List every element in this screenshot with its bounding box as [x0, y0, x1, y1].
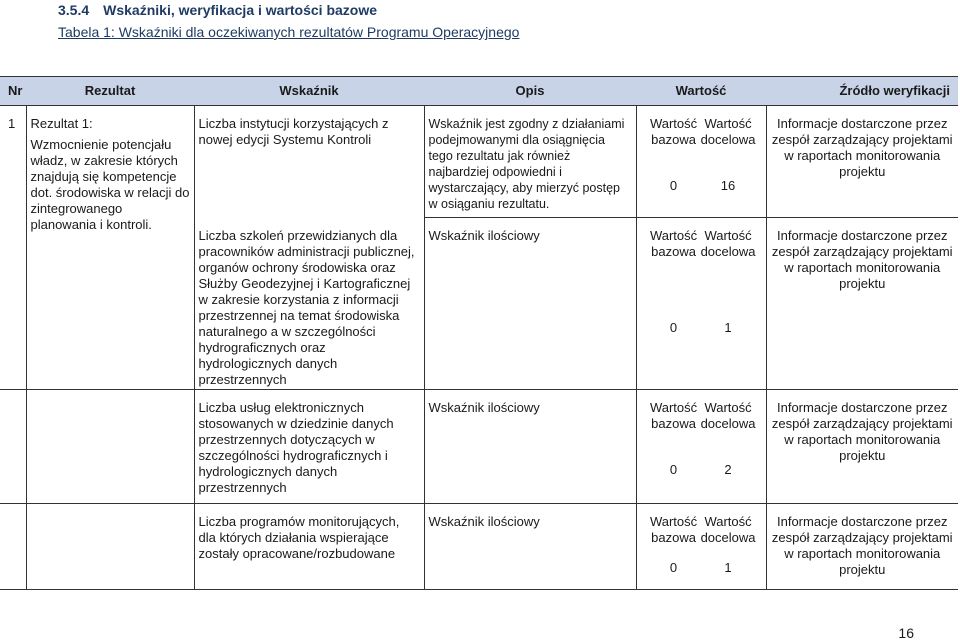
- section-heading: [58, 2, 377, 18]
- target-value: 1: [724, 320, 732, 335]
- description-cell: Wskaźnik ilościowy: [424, 390, 636, 504]
- indicator-cell: Liczba programów monitorujących, dla których działania wspierające zostały opracowane/rozbudowane: [194, 504, 424, 590]
- baseline-label: Wartość bazowa: [649, 400, 698, 431]
- target-label: Wartość docelowa: [700, 400, 756, 431]
- table-header-row: [0, 77, 958, 106]
- baseline-value: 0: [669, 320, 678, 335]
- baseline-value: 0: [669, 462, 678, 477]
- section-title: Wskaźniki, weryfikacja i wartości bazowe: [103, 2, 378, 18]
- result-title: Rezultat 1:: [30, 116, 93, 131]
- header-rezultat: Rezultat: [26, 77, 194, 106]
- description-cell: Wskaźnik jest zgodny z działaniami podejmowanymi dla osiągnięcia tego rezultatu jak również najbardziej odpowiedni i wystarczający, aby mierzyć postęp w osiąganiu rezultatu.: [424, 106, 636, 218]
- baseline-label: Wartość bazowa: [649, 116, 698, 147]
- source-cell: Informacje dostarczone przez zespół zarządzający projektami w raportach monitorowania projektu: [766, 218, 958, 390]
- result-cell: [26, 106, 194, 390]
- value-cell: [636, 218, 766, 390]
- baseline-value: 0: [669, 178, 678, 193]
- target-label: Wartość docelowa: [700, 228, 756, 259]
- source-cell: Informacje dostarczone przez zespół zarządzający projektami w raportach monitorowania projektu: [766, 504, 958, 590]
- source-cell: Informacje dostarczone przez zespół zarządzający projektami w raportach monitorowania projektu: [766, 106, 958, 218]
- indicators-table: [0, 76, 958, 590]
- baseline-label: Wartość bazowa: [649, 514, 698, 545]
- description-cell: Wskaźnik ilościowy: [424, 218, 636, 390]
- header-wskaznik: Wskaźnik: [194, 77, 424, 106]
- table-row: [0, 390, 958, 504]
- result-number: 1: [0, 106, 26, 390]
- baseline-label: Wartość bazowa: [649, 228, 698, 259]
- target-value: 1: [724, 560, 732, 575]
- target-value: 16: [720, 178, 736, 193]
- header-opis: Opis: [424, 77, 636, 106]
- page-number: 16: [898, 625, 914, 641]
- baseline-value: 0: [669, 560, 678, 575]
- empty-cell: [26, 504, 194, 590]
- target-label: Wartość docelowa: [700, 514, 756, 545]
- table-row: [0, 106, 958, 218]
- result-description: Wzmocnienie potencjału władz, w zakresie których znajdują się kompetencje dot. środowiska w relacji do zintegrowanego planowania i kontroli.: [30, 137, 190, 232]
- empty-cell: [0, 390, 26, 504]
- header-zrodlo: Źródło weryfikacji: [766, 77, 958, 106]
- indicator-cell: Liczba szkoleń przewidzianych dla pracowników administracji publicznej, organów ochrony środowiska oraz Służby Geodezyjnej i Kartograficznej w zakresie korzystania z informacji przestrzennej na temat środowiska naturalnego a w szczególności hydrograficznych oraz hydrologicznych danych przestrzennych: [194, 218, 424, 390]
- table-row: [0, 504, 958, 590]
- value-cell: [636, 390, 766, 504]
- indicator-cell: Liczba usług elektronicznych stosowanych w dziedzinie danych przestrzennych dotyczących w szczególności hydrograficznych i hydrologicznych danych przestrzennych: [194, 390, 424, 504]
- target-label: Wartość docelowa: [700, 116, 756, 147]
- empty-cell: [0, 504, 26, 590]
- source-cell: Informacje dostarczone przez zespół zarządzający projektami w raportach monitorowania projektu: [766, 390, 958, 504]
- indicator-cell: Liczba instytucji korzystających z nowej edycji Systemu Kontroli: [194, 106, 424, 218]
- description-cell: Wskaźnik ilościowy: [424, 504, 636, 590]
- header-wartosc: Wartość: [636, 77, 766, 106]
- section-number: 3.5.4: [58, 2, 90, 18]
- value-cell: [636, 106, 766, 218]
- value-cell: [636, 504, 766, 590]
- table-caption: Tabela 1: Wskaźniki dla oczekiwanych rezultatów Programu Operacyjnego: [58, 24, 520, 40]
- target-value: 2: [724, 462, 732, 477]
- header-nr: Nr: [0, 77, 26, 106]
- empty-cell: [26, 390, 194, 504]
